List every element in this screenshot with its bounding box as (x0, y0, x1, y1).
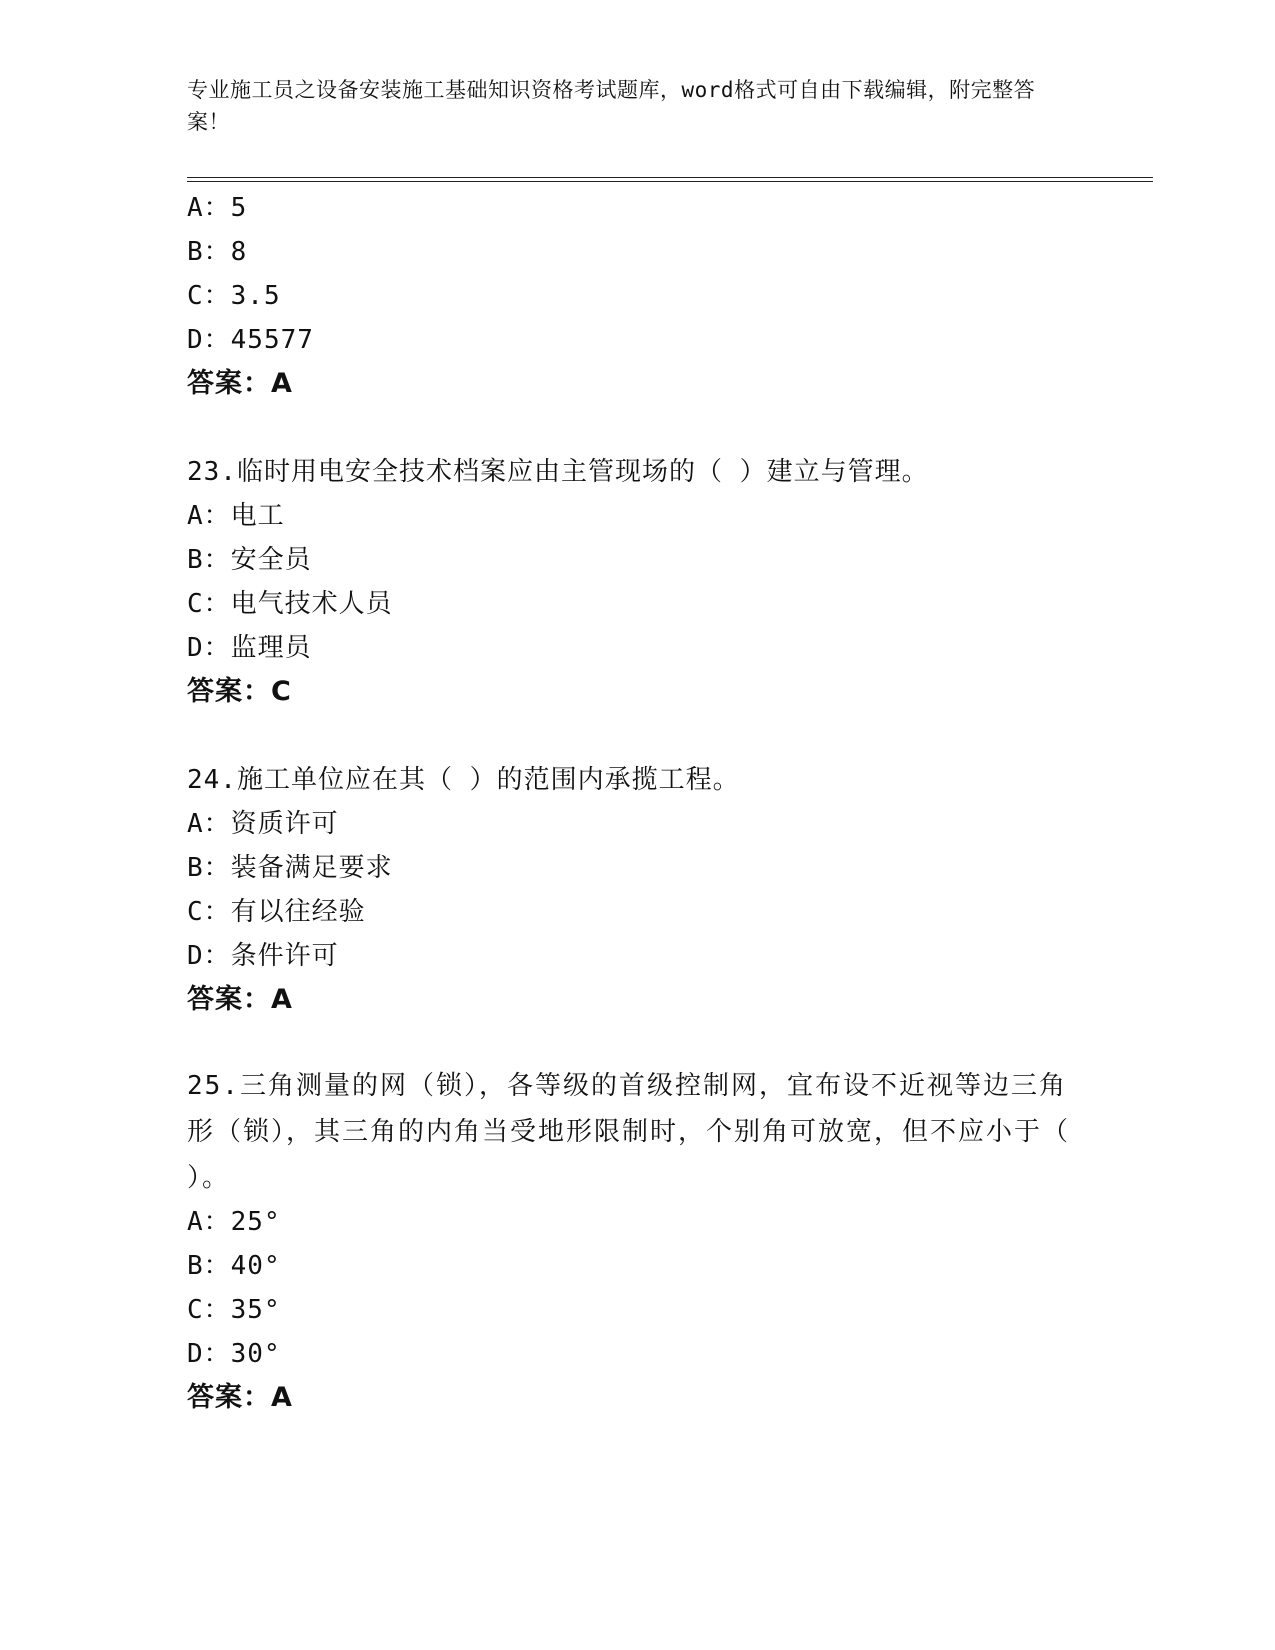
q24-option-a: A：资质许可 (187, 809, 339, 839)
q23-stem: 23.临时用电安全技术档案应由主管现场的（ ）建立与管理。 (187, 457, 929, 487)
q23-answer: 答案：C (187, 676, 292, 707)
q25-option-d: D：30° (187, 1339, 281, 1369)
q24-stem: 24.施工单位应在其（ ）的范围内承揽工程。 (187, 765, 740, 795)
q23-option-a: A：电工 (187, 501, 285, 531)
q23-option-b: B：安全员 (187, 545, 312, 575)
header-rule-top (187, 177, 1153, 178)
q25-option-c: C：35° (187, 1295, 281, 1325)
q24-option-d: D：条件许可 (187, 941, 339, 971)
q25-option-b: B：40° (187, 1251, 281, 1281)
q22-option-b: B：8 (187, 237, 248, 267)
q25-answer: 答案：A (187, 1382, 293, 1413)
q22-option-d: D：45577 (187, 325, 314, 355)
q24-option-b: B：装备满足要求 (187, 853, 393, 883)
q22-option-a: A：5 (187, 193, 248, 223)
document-header: 专业施工员之设备安装施工基础知识资格考试题库，word格式可自由下载编辑，附完整答案！ (187, 78, 1036, 134)
q24-answer: 答案：A (187, 984, 293, 1015)
q22-option-c: C：3.5 (187, 281, 281, 311)
q24-option-c: C：有以往经验 (187, 897, 366, 927)
q22-answer: 答案：A (187, 368, 293, 399)
q23-option-c: C：电气技术人员 (187, 589, 393, 619)
header-rule-bottom (187, 181, 1153, 182)
q23-option-d: D：监理员 (187, 633, 312, 663)
q25-option-a: A：25° (187, 1207, 281, 1237)
q25-stem: 25.三角测量的网（锁），各等级的首级控制网，宜布设不近视等边三角形（锁），其三角的内角当受地形限制时，个别角可放宽，但不应小于（ ）。 (187, 1071, 1071, 1193)
